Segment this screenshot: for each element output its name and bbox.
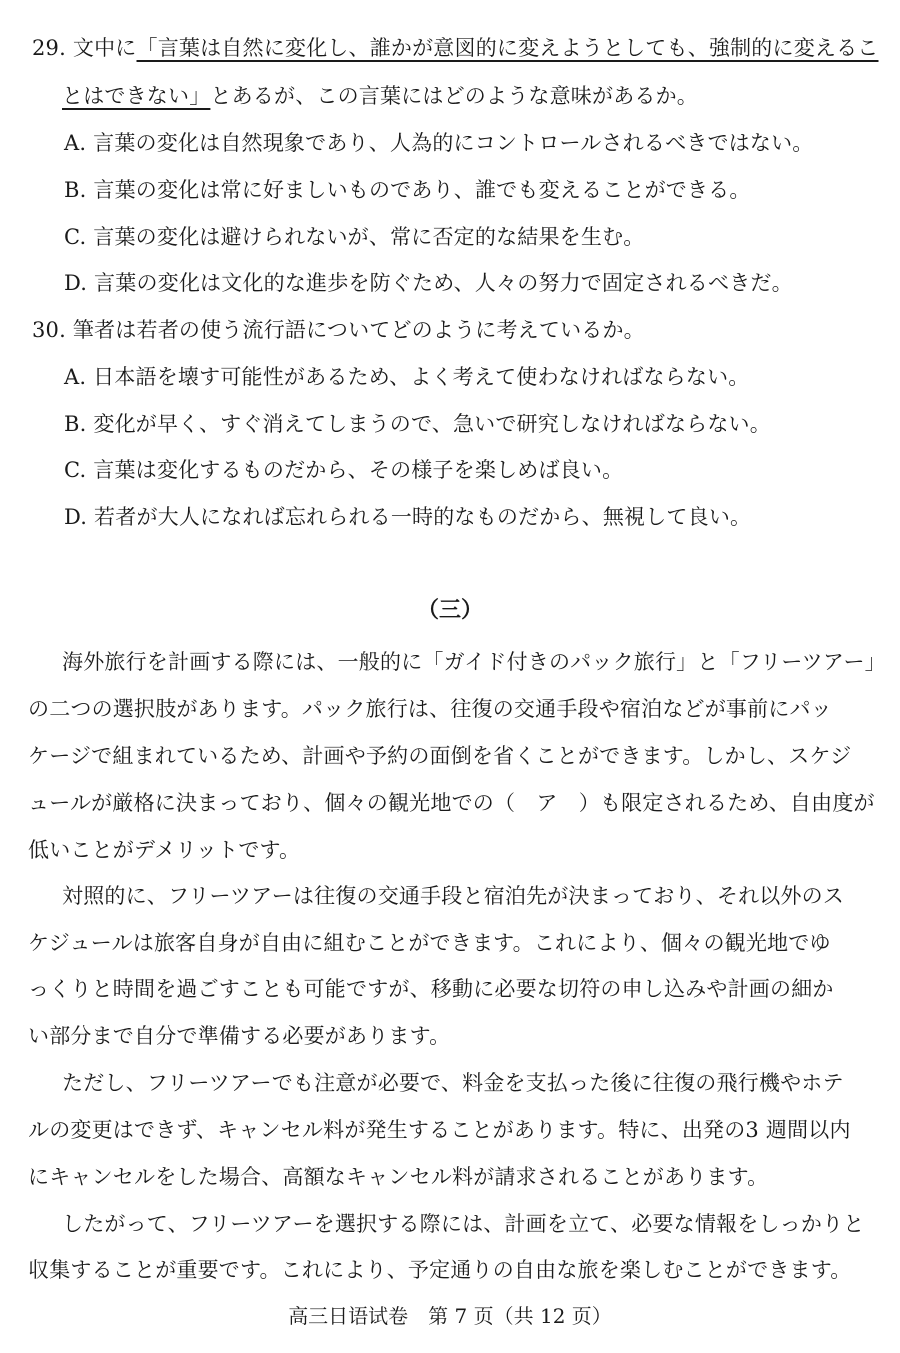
question-29-number: 29. xyxy=(32,36,66,60)
question-30-option-c: C. 言葉は変化するものだから、その様子を楽しめば良い。 xyxy=(64,458,624,482)
question-30-number: 30. xyxy=(32,318,66,342)
paragraph-1-line-1: 海外旅行を計画する際には、一般的に「ガイド付きのパック旅行」と「フリーツアー」 xyxy=(62,650,886,674)
question-29-quote-line2: とはできない」 xyxy=(62,84,211,108)
question-30-option-b: B. 変化が早く、すぐ消えてしまうので、急いで研究しなければならない。 xyxy=(64,412,771,436)
paragraph-3-line-2: ルの変更はできず、キャンセル料が発生することがあります。特に、出発の3 週間以内 xyxy=(28,1118,851,1142)
question-29-option-b: B. 言葉の変化は常に好ましいものであり、誰でも変えることができる。 xyxy=(64,178,751,202)
paragraph-2-line-4: い部分まで自分で準備する必要があります。 xyxy=(28,1024,451,1048)
section-heading: （三） xyxy=(416,598,483,623)
question-30-stem xyxy=(32,315,645,345)
question-29-stem-prefix: 文中に xyxy=(72,36,137,60)
paragraph-3-line-1: ただし、フリーツアーでも注意が必要で、料金を支払った後に往復の飛行機やホテ xyxy=(62,1071,844,1095)
question-29-stem-suffix: とあるが、この言葉にはどのような意味があるか。 xyxy=(210,84,699,108)
paragraph-2-line-3: っくりと時間を過ごすことも可能ですが、移動に必要な切符の申し込みや計画の細か xyxy=(28,977,834,1001)
question-29-option-a: A. 言葉の変化は自然現象であり、人為的にコントロールされるべきではない。 xyxy=(64,131,814,155)
paragraph-4-line-2: 収集することが重要です。これにより、予定通りの自由な旅を楽しむことができます。 xyxy=(28,1258,852,1282)
paragraph-1-line-3: ケージで組まれているため、計画や予約の面倒を省くことができます。しかし、スケジ xyxy=(28,744,852,768)
page-footer: 高三日语试卷 第 7 页（共 12 页） xyxy=(288,1304,612,1328)
paragraph-1-line-2: の二つの選択肢があります。パック旅行は、往復の交通手段や宿泊などが事前にパッ xyxy=(28,697,832,721)
paragraph-4-line-1: したがって、フリーツアーを選択する際には、計画を立て、必要な情報をしっかりと xyxy=(62,1212,865,1236)
question-29-option-c: C. 言葉の変化は避けられないが、常に否定的な結果を生む。 xyxy=(64,225,645,249)
paragraph-2-line-2: ケジュールは旅客自身が自由に組むことができます。これにより、個々の観光地でゆ xyxy=(28,931,831,955)
question-30-option-a: A. 日本語を壊す可能性があるため、よく考えて使わなければならない。 xyxy=(64,365,750,389)
question-29-stem-line2 xyxy=(62,81,698,111)
paragraph-1-line-5: 低いことがデメリットです。 xyxy=(28,838,301,862)
paragraph-3-line-3: にキャンセルをした場合、高額なキャンセル料が請求されることがあります。 xyxy=(28,1165,769,1189)
paragraph-1-line-4: ュールが厳格に決まっており、個々の観光地での（ ア ）も限定されるため、自由度が xyxy=(28,791,875,815)
question-29-option-d: D. 言葉の変化は文化的な進歩を防ぐため、人々の努力で固定されるべきだ。 xyxy=(64,271,793,295)
question-29-stem-line1 xyxy=(32,33,879,63)
paragraph-2-line-1: 対照的に、フリーツアーは往復の交通手段と宿泊先が決まっており、それ以外のス xyxy=(62,884,845,908)
question-30-option-d: D. 若者が大人になれば忘れられる一時的なものだから、無視して良い。 xyxy=(64,505,752,529)
question-29-quote-line1: 「言葉は自然に変化し、誰かが意図的に変えようとしても、強制的に変えるこ xyxy=(136,36,879,60)
question-30-stem-text: 筆者は若者の使う流行語についてどのように考えているか。 xyxy=(72,318,645,342)
